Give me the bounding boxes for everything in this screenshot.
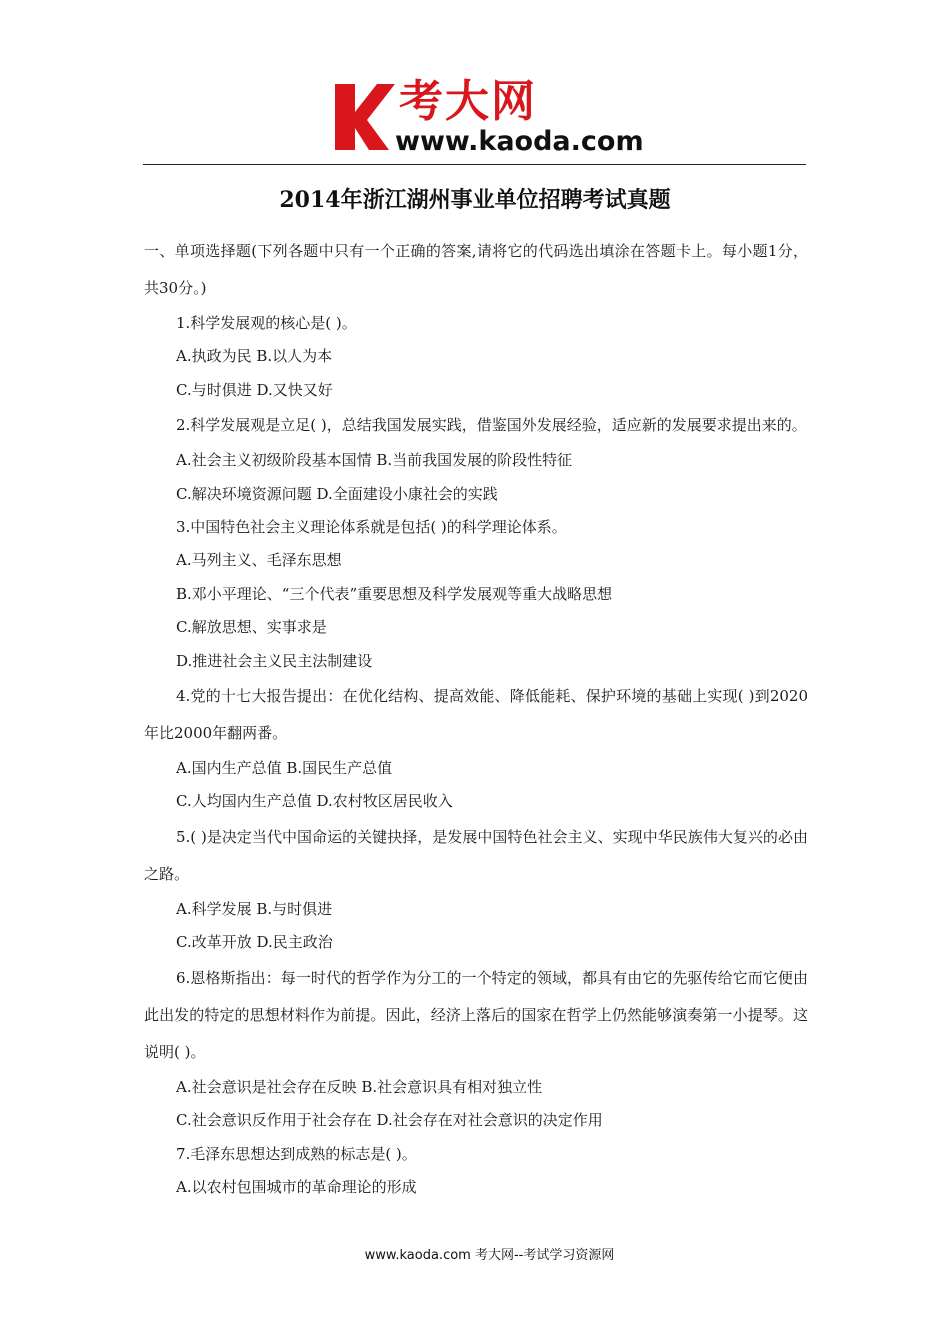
- logo-chinese-text: 考大网: [399, 76, 537, 127]
- question-option: D.推进社会主义民主法制建设: [176, 651, 373, 670]
- question-option: A.执政为民 B.以人为本: [176, 347, 333, 366]
- page-footer: www.kaoda.com 考大网--考试学习资源网: [364, 1248, 615, 1263]
- question-option: C.解决环境资源问题 D.全面建设小康社会的实践: [176, 484, 498, 503]
- question-option: C.社会意识反作用于社会存在 D.社会存在对社会意识的决定作用: [176, 1111, 603, 1130]
- question-stem: 2.科学发展观是立足( )，总结我国发展实践，借鉴国外发展经验，适应新的发展要求提出来的。: [176, 416, 807, 435]
- question-option: A.国内生产总值 B.国民生产总值: [176, 759, 393, 778]
- question-option: A.科学发展 B.与时俱进: [176, 899, 333, 918]
- question-option: B.邓小平理论、“三个代表”重要思想及科学发展观等重大战略思想: [176, 584, 613, 603]
- question-stem: 6.恩格斯指出：每一时代的哲学作为分工的一个特定的领域，都具有由它的先驱传给它而它便由此出发的特定的思想材料作为前提。因此，经济上落后的国家在哲学上仍然能够演奏第一小提琴。这说明( )。: [144, 968, 808, 1061]
- question-option: C.人均国内生产总值 D.农村牧区居民收入: [176, 792, 453, 811]
- question-option: A.以农村包围城市的革命理论的形成: [176, 1177, 417, 1196]
- question-stem: 3.中国特色社会主义理论体系就是包括( )的科学理论体系。: [176, 518, 567, 537]
- question-option: C.与时俱进 D.又快又好: [176, 380, 333, 399]
- question-option: A.马列主义、毛泽东思想: [176, 551, 342, 570]
- question-option: C.改革开放 D.民主政治: [176, 933, 333, 952]
- logo-url-text: www.kaoda.com: [395, 126, 644, 157]
- question-stem: 5.( )是决定当代中国命运的关键抉择，是发展中国特色社会主义、实现中华民族伟大复兴的必由之路。: [144, 827, 808, 883]
- question-option: A.社会意识是社会存在反映 B.社会意识具有相对独立性: [176, 1077, 543, 1096]
- site-logo[interactable]: [333, 78, 663, 158]
- question-stem: 4.党的十七大报告提出：在优化结构、提高效能、降低能耗、保护环境的基础上实现( )到2020年比2000年翻两番。: [144, 687, 808, 743]
- question-stem: 1.科学发展观的核心是( )。: [176, 314, 357, 332]
- question-option: C.解放思想、实事求是: [176, 618, 327, 637]
- k-logo-icon: [333, 82, 395, 152]
- question-option: A.社会主义初级阶段基本国情 B.当前我国发展的阶段性特征: [176, 451, 573, 470]
- header-divider: [143, 164, 806, 165]
- question-stem: 7.毛泽东思想达到成熟的标志是( )。: [176, 1144, 417, 1163]
- document-body: [144, 233, 808, 1204]
- document-title: 2014年浙江湖州事业单位招聘考试真题: [279, 187, 671, 213]
- section-intro: 一、单项选择题(下列各题中只有一个正确的答案,请将它的代码选出填涂在答题卡上。每小题1分，共30分。): [144, 242, 808, 297]
